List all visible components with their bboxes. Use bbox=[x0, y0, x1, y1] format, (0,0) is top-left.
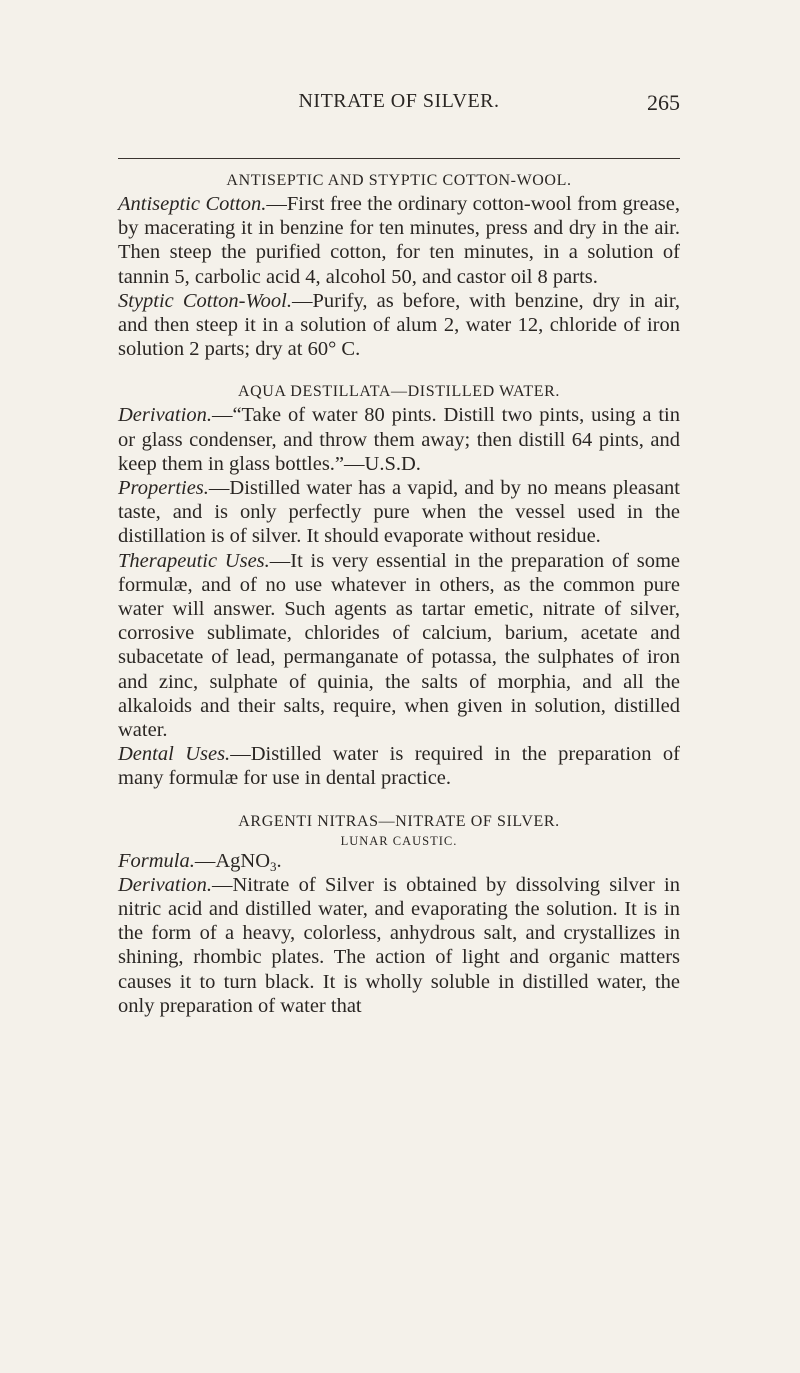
paragraph-lead: Derivation. bbox=[118, 404, 212, 427]
paragraph-lead: Antiseptic Cotton. bbox=[118, 193, 267, 215]
formula-subscript: 3 bbox=[270, 858, 277, 874]
paragraph-text: —Distilled water is required in the preparation of many formulæ for use in dental practice. bbox=[118, 743, 681, 790]
paragraph-text: —“Take of water 80 pints. Distill two pints, using a tin or glass condenser, and throw them away; then distill 64 pints, and keep them in glass bottles.”—U.S.D. bbox=[118, 404, 680, 475]
paragraph-styptic-cotton bbox=[118, 289, 680, 362]
formula-suffix: . bbox=[276, 849, 282, 872]
paragraph-derivation-water bbox=[118, 403, 680, 476]
body-text bbox=[118, 164, 680, 1018]
page-header bbox=[118, 90, 680, 130]
paragraph-formula bbox=[118, 849, 680, 873]
paragraph-lead: Derivation. bbox=[118, 873, 212, 896]
section-heading-distilled-water: AQUA DESTILLATA—DISTILLED WATER. bbox=[237, 383, 561, 401]
paragraph-derivation-silver bbox=[118, 873, 680, 1018]
paragraph-lead: Dental Uses. bbox=[118, 743, 231, 766]
running-title: NITRATE OF SILVER. bbox=[298, 90, 500, 112]
paragraph-text: —First free the ordinary cotton-wool from grease, by macerating it in benzine for ten minutes, press and dry in the air. Then steep the purified cotton, for ten minutes, in a solution of tannin 5, carbolic acid 4, alcohol 50, and castor oil 8 parts. bbox=[118, 193, 680, 288]
paragraph-text: —It is very essential in the preparation of some formulæ, and of no use whatever in others, as the common pure water will answer. Such agents as tartar emetic, nitrate of silver, corrosive sublimate, chlorides of calcium, barium, acetate and subacetate of lead, permanganate of potassa, the sulphates of iron and zinc, sulphate of quinia, the salts of morphia, and all the alkaloids and their salts, require, when given in solution, distilled water. bbox=[118, 549, 680, 742]
page-number: 265 bbox=[647, 90, 680, 115]
paragraph-text: —Distilled water has a vapid, and by no means pleasant taste, and is only perfectly pure when the vessel used in the distillation is of silver. It should evaporate without residue. bbox=[118, 477, 680, 548]
paragraph-lead: Properties. bbox=[118, 477, 209, 500]
section-subheading-lunar-caustic: LUNAR CAUSTIC. bbox=[340, 833, 458, 848]
paragraph-lead: Styptic Cotton-Wool. bbox=[118, 289, 292, 312]
paragraph-dental-uses bbox=[118, 742, 680, 790]
paragraph-text: —Purify, as before, with benzine, dry in air, and then steep it in a solution of alum 2, water 12, chloride of iron solution 2 parts; dry at 60° C. bbox=[118, 289, 680, 361]
section-heading-nitrate-of-silver: ARGENTI NITRAS—NITRATE OF SILVER. bbox=[238, 812, 560, 830]
paragraph-text: —Nitrate of Silver is obtained by dissolving silver in nitric acid and distilled water, and evaporating the solution. It is in the form of a heavy, colorless, anhydrous salt, and crystallizes in shining, rhombic plates. The action of light and organic matters causes it to turn black. It is wholly soluble in distilled water, the only preparation of water that bbox=[118, 873, 680, 1017]
paragraph-antiseptic-cotton bbox=[118, 192, 680, 289]
section-heading-cotton-wool: ANTISEPTIC AND STYPTIC COTTON-WOOL. bbox=[226, 172, 572, 189]
header-rule bbox=[118, 158, 680, 159]
paragraph-properties-water bbox=[118, 476, 680, 549]
spacer bbox=[118, 361, 680, 375]
paragraph-therapeutic-uses bbox=[118, 549, 680, 743]
paragraph-lead: Therapeutic Uses. bbox=[118, 549, 270, 572]
formula-prefix: —AgNO bbox=[194, 849, 271, 872]
paragraph-lead: Formula. bbox=[118, 849, 195, 872]
spacer bbox=[118, 791, 680, 805]
